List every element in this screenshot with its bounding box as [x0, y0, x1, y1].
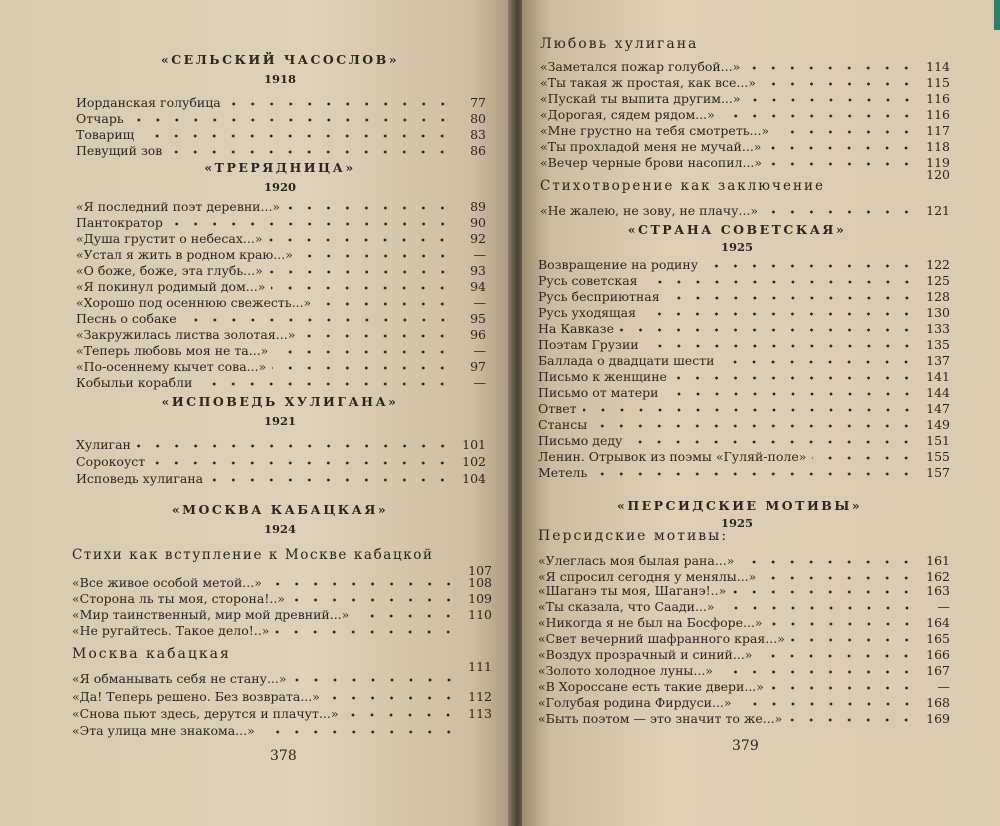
leader-dots	[620, 328, 916, 332]
entry-title: «Свет вечерний шафранного края...»	[538, 631, 785, 646]
leader-dots	[151, 461, 452, 465]
entry-page: 147	[926, 401, 950, 416]
entry-title: «Воздух прозрачный и синий...»	[538, 647, 753, 662]
section-title: «СТРАНА СОВЕТСКАЯ»	[627, 222, 847, 237]
toc-entry	[72, 668, 492, 686]
toc-entry	[72, 686, 492, 704]
entry-page: 165	[926, 631, 950, 646]
entry-title: Стансы	[538, 417, 588, 432]
entry-title: Пантократор	[76, 215, 163, 230]
entry-page: —	[937, 599, 950, 614]
entry-title: «Ты сказала, что Саади...»	[538, 599, 715, 614]
entry-page: 80	[470, 111, 486, 126]
leader-dots	[721, 606, 916, 610]
entry-page: 130	[926, 305, 950, 320]
entry-title: «Не жалею, не зову, не плачу...»	[540, 203, 759, 218]
toc-entry	[76, 468, 486, 486]
entry-page: 121	[926, 203, 950, 218]
entry-title: Поэтам Грузии	[538, 337, 639, 352]
entry-page: —	[473, 343, 486, 358]
entry-title: «Хорошо под осеннюю свежесть...»	[76, 295, 312, 310]
entry-title: «Дорогая, сядем рядом...»	[540, 107, 715, 122]
entry-page: 144	[926, 385, 950, 400]
leader-dots	[746, 66, 916, 70]
entry-title: Русь уходящая	[538, 305, 637, 320]
entry-page: 108	[468, 575, 492, 590]
entry-title: «Пускай ты выпита другим...»	[540, 91, 741, 106]
entry-title: Ленин. Отрывок из поэмы «Гуляй-поле»	[538, 449, 807, 464]
section-year: 1920	[263, 180, 296, 194]
entry-page: 122	[926, 257, 950, 272]
leader-dots	[665, 392, 917, 396]
leader-dots	[788, 718, 916, 722]
leader-dots	[168, 150, 452, 154]
entry-title: «Ты прохладой меня не мучай...»	[540, 139, 762, 154]
leader-dots	[740, 560, 916, 564]
entry-title: «Улеглась моя былая рана...»	[538, 553, 735, 568]
entry-page: 137	[926, 353, 950, 368]
leader-dots	[769, 622, 916, 626]
leader-dots	[645, 344, 916, 348]
leader-dots	[732, 590, 916, 594]
leader-dots	[286, 206, 452, 210]
entry-page: 94	[470, 279, 486, 294]
leader-dots	[775, 130, 916, 134]
leader-dots	[299, 254, 452, 258]
entry-page: 162	[926, 569, 950, 584]
leader-dots	[791, 638, 916, 642]
entry-page: 119	[926, 155, 950, 170]
leader-dots	[209, 478, 452, 482]
entry-title: Певущий зов	[76, 143, 163, 158]
section-year: 1921	[263, 414, 296, 428]
entry-title: Письмо деду	[538, 433, 623, 448]
leader-dots	[293, 678, 458, 682]
leader-dots	[666, 296, 916, 300]
entry-page: 135	[926, 337, 950, 352]
section-year: 1925	[720, 240, 753, 254]
entry-page: 141	[926, 369, 950, 384]
entry-title: «Не ругайтесь. Такое дело!..»	[72, 623, 270, 638]
subsection-heading: Стихотворение как заключение	[540, 178, 825, 194]
entry-title: Русь бесприютная	[538, 289, 660, 304]
entry-page: 116	[926, 91, 950, 106]
entry-page: 112	[468, 689, 492, 704]
leader-dots	[355, 614, 458, 618]
entry-page: 101	[462, 437, 486, 452]
entry-title: «Мне грустно на тебя смотреть...»	[540, 123, 770, 138]
leader-dots	[720, 360, 916, 364]
entry-title: «Никогда я не был на Босфоре...»	[538, 615, 763, 630]
leader-dots	[719, 670, 916, 674]
leader-dots	[272, 366, 452, 370]
entry-title: «Да! Теперь решено. Без возврата...»	[72, 689, 320, 704]
entry-page: 111	[468, 659, 492, 674]
leader-dots	[169, 222, 452, 226]
leader-dots	[130, 118, 452, 122]
section-title: «ИСПОВЕДЬ ХУЛИГАНА»	[161, 394, 399, 409]
entry-title: «Вечер черные брови насопил...»	[540, 155, 763, 170]
leader-dots	[762, 82, 916, 86]
leader-dots	[704, 264, 916, 268]
section-title: «МОСКВА КАБАЦКАЯ»	[171, 502, 389, 517]
leader-dots	[275, 630, 458, 634]
entry-page: 110	[468, 607, 492, 622]
entry-title: «Устал я жить в родном краю...»	[76, 247, 293, 262]
entry-title: Возвращение на родину	[538, 257, 699, 272]
entry-page: 109	[468, 591, 492, 606]
entry-page: 125	[926, 273, 950, 288]
section-title: «СЕЛЬСКИЙ ЧАСОСЛОВ»	[160, 52, 400, 67]
entry-title: «Заметался пожар голубой...»	[540, 59, 741, 74]
entry-page: 149	[926, 417, 950, 432]
entry-page: 163	[926, 583, 950, 598]
entry-title: «О боже, боже, эта глубь...»	[76, 263, 263, 278]
entry-page: 96	[470, 327, 486, 342]
section-year: 1924	[263, 522, 296, 536]
entry-title: «Сторона ль ты моя, сторона!..»	[72, 591, 285, 606]
entry-page: 113	[468, 706, 492, 721]
leader-dots	[764, 210, 916, 214]
entry-page: 102	[462, 454, 486, 469]
entry-page: 107	[468, 563, 492, 578]
entry-page: 166	[926, 647, 950, 662]
subsection-heading: Любовь хулигана	[540, 36, 699, 52]
entry-title: «Шаганэ ты моя, Шаганэ!..»	[538, 583, 727, 598]
leader-dots	[140, 134, 452, 138]
entry-title: Сорокоуст	[76, 454, 146, 469]
entry-page: 169	[926, 711, 950, 726]
entry-page: —	[473, 295, 486, 310]
entry-page: —	[473, 375, 486, 390]
section-title: «ТРЕРЯДНИЦА»	[204, 160, 356, 175]
leader-dots	[721, 114, 916, 118]
toc-entry	[538, 462, 950, 480]
entry-title: «В Хороссане есть такие двери...»	[538, 679, 764, 694]
entry-title: «По-осеннему кычет сова...»	[76, 359, 267, 374]
entry-page: 104	[462, 471, 486, 486]
section-year: 1925	[720, 516, 753, 530]
leader-dots	[326, 696, 458, 700]
leader-dots	[317, 302, 452, 306]
leader-dots	[268, 582, 458, 586]
entry-title: Баллада о двадцати шести	[538, 353, 715, 368]
entry-page: 133	[926, 321, 950, 336]
entry-title: «Мир таинственный, мир мой древний...»	[72, 607, 350, 622]
leader-dots	[183, 318, 452, 322]
entry-page: 157	[926, 465, 950, 480]
entry-page: 164	[926, 615, 950, 630]
leader-dots	[642, 312, 916, 316]
entry-title: «Я спросил сегодня у менялы...»	[538, 569, 757, 584]
entry-title: Исповедь хулигана	[76, 471, 204, 486]
entry-title: Хулиган	[76, 437, 131, 452]
leader-dots	[758, 654, 916, 658]
leader-dots	[301, 334, 452, 338]
entry-page: 155	[926, 449, 950, 464]
leader-dots	[673, 376, 916, 380]
toc-entry	[76, 372, 486, 390]
leader-dots	[770, 686, 916, 690]
toc-entry	[76, 451, 486, 469]
entry-title: Иорданская голубица	[76, 95, 221, 110]
toc-entry	[76, 434, 486, 452]
leader-dots	[269, 270, 452, 274]
right-page	[522, 0, 1000, 826]
entry-title: Метель	[538, 465, 588, 480]
subsection-title: Стихи как вступление к Москве кабацкой	[72, 547, 434, 563]
leader-dots	[227, 102, 452, 106]
leader-dots	[274, 350, 452, 354]
leader-dots	[628, 440, 916, 444]
toc-entry	[72, 620, 492, 638]
toc-entry	[76, 140, 486, 158]
entry-page: 116	[926, 107, 950, 122]
entry-page: 167	[926, 663, 950, 678]
entry-title: «Золото холодное луны...»	[538, 663, 713, 678]
section-year: 1918	[263, 72, 296, 86]
leader-dots	[268, 238, 452, 242]
entry-page: 83	[470, 127, 486, 142]
entry-page: 120	[926, 167, 950, 182]
leader-dots	[738, 702, 916, 706]
leader-dots	[198, 382, 452, 386]
entry-title: Кобыльи корабли	[76, 375, 193, 390]
leader-dots	[767, 146, 916, 150]
entry-title: «Быть поэтом — это значит то же...»	[538, 711, 783, 726]
entry-title: Песнь о собаке	[76, 311, 177, 326]
entry-page: 118	[926, 139, 950, 154]
entry-page: 77	[470, 95, 486, 110]
leader-dots	[812, 456, 916, 460]
leader-dots	[291, 598, 458, 602]
section-title: «ПЕРСИДСКИЕ МОТИВЫ»	[617, 498, 863, 513]
toc-entry	[72, 703, 492, 721]
entry-title: «Все живое особой метой...»	[72, 575, 262, 590]
entry-title: «Эта улица мне знакома...»	[72, 723, 255, 738]
page-number: 379	[732, 738, 759, 754]
entry-page: 92	[470, 231, 486, 246]
entry-page: 161	[926, 553, 950, 568]
entry-page: 97	[470, 359, 486, 374]
entry-page: 93	[470, 263, 486, 278]
entry-title: Письмо от матери	[538, 385, 659, 400]
leader-dots	[261, 730, 458, 734]
entry-page: 168	[926, 695, 950, 710]
entry-title: Ответ	[538, 401, 577, 416]
entry-page: 114	[926, 59, 950, 74]
toc-entry	[72, 720, 492, 738]
entry-title: Товарищ	[76, 127, 135, 142]
entry-title: «Я последний поэт деревни...»	[76, 199, 281, 214]
entry-page: 151	[926, 433, 950, 448]
entry-title: Русь советская	[538, 273, 638, 288]
entry-page: 90	[470, 215, 486, 230]
entry-title: «Душа грустит о небесах...»	[76, 231, 263, 246]
entry-title: «Я обманывать себя не стану...»	[72, 671, 287, 686]
entry-page: —	[473, 247, 486, 262]
leader-dots	[137, 444, 452, 448]
entry-title: «Ты такая ж простая, как все...»	[540, 75, 756, 90]
leader-dots	[593, 424, 916, 428]
subsection-heading: Москва кабацкая	[72, 646, 231, 662]
entry-title: «Снова пьют здесь, дерутся и плачут...»	[72, 706, 339, 721]
leader-dots	[583, 408, 916, 412]
leader-dots	[344, 713, 458, 717]
entry-page: 86	[470, 143, 486, 158]
entry-title: «Я покинул родимый дом...»	[76, 279, 266, 294]
entry-page: 115	[926, 75, 950, 90]
leader-dots	[593, 472, 916, 476]
subsection-heading: Персидские мотивы:	[538, 528, 729, 544]
entry-page: —	[937, 679, 950, 694]
entry-page: 95	[470, 311, 486, 326]
entry-title: На Кавказе	[538, 321, 614, 336]
leader-dots	[644, 280, 916, 284]
page-number: 378	[270, 748, 297, 764]
entry-title: «Голубая родина Фирдуси...»	[538, 695, 732, 710]
entry-page: 117	[926, 123, 950, 138]
entry-page: 128	[926, 289, 950, 304]
ribbon-bookmark	[994, 0, 1000, 30]
toc-entry	[540, 200, 950, 218]
leader-dots	[747, 98, 916, 102]
entry-title: Письмо к женщине	[538, 369, 667, 384]
entry-title: «Теперь любовь моя не та...»	[76, 343, 269, 358]
entry-page: 89	[470, 199, 486, 214]
entry-title: «Закружилась листва золотая...»	[76, 327, 296, 342]
leader-dots	[271, 286, 452, 290]
toc-entry	[538, 708, 950, 726]
entry-title: Отчарь	[76, 111, 124, 126]
